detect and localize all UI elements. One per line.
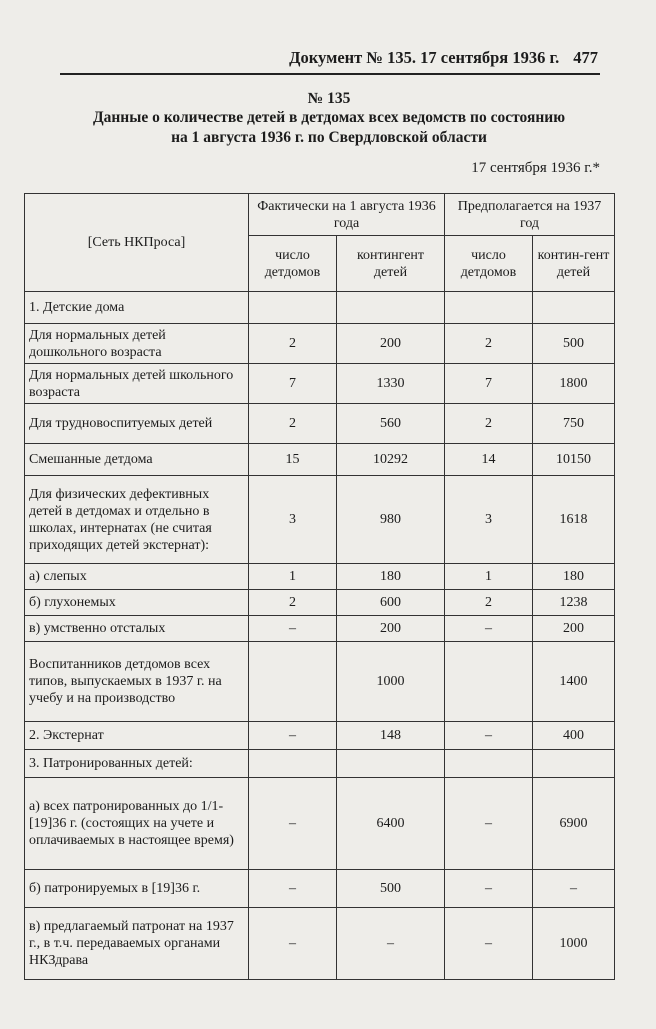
table-row (25, 590, 615, 616)
row-label: в) умственно отсталых (25, 616, 249, 642)
cell-homes-count: 3 (249, 476, 337, 564)
cell-children-count: 980 (337, 476, 445, 564)
table-row (25, 778, 615, 870)
cell-children-count-planned: 1400 (533, 642, 615, 722)
row-label: а) слепых (25, 564, 249, 590)
document-title-line-2: на 1 августа 1936 г. по Свердловской области (171, 129, 487, 146)
row-label: в) предлагаемый патронат на 1937 г., в т.ч. передаваемых органами НКЗдрава (25, 908, 249, 980)
row-label: Для нормальных детей школьного возраста (25, 364, 249, 404)
table-row (25, 870, 615, 908)
row-label: б) глухонемых (25, 590, 249, 616)
cell-homes-count-planned: 2 (445, 324, 533, 364)
cell-homes-count: 15 (249, 444, 337, 476)
row-label: 3. Патронированных детей: (25, 750, 249, 778)
cell-homes-count: 7 (249, 364, 337, 404)
running-title: Документ № 135. 17 сентября 1936 г. (289, 48, 560, 67)
cell-homes-count-planned (445, 750, 533, 778)
cell-children-count-planned: 400 (533, 722, 615, 750)
row-label: 2. Экстернат (25, 722, 249, 750)
cell-children-count (337, 750, 445, 778)
header-homes-count: число детдомов (249, 236, 337, 292)
cell-children-count-planned: 1238 (533, 590, 615, 616)
row-label: Для трудновоспитуемых детей (25, 404, 249, 444)
cell-homes-count-planned (445, 292, 533, 324)
cell-homes-count: 2 (249, 324, 337, 364)
cell-children-count: 600 (337, 590, 445, 616)
cell-children-count: 200 (337, 324, 445, 364)
cell-children-count-planned: 500 (533, 324, 615, 364)
cell-homes-count-planned: – (445, 870, 533, 908)
cell-homes-count-planned: 2 (445, 404, 533, 444)
row-label: Для физических дефективных детей в детдомах и отдельно в школах, интернатах (не считая приходящих детей экстернат): (25, 476, 249, 564)
cell-homes-count: 2 (249, 590, 337, 616)
cell-homes-count (249, 750, 337, 778)
cell-homes-count: – (249, 870, 337, 908)
cell-homes-count-planned: – (445, 778, 533, 870)
cell-children-count: 200 (337, 616, 445, 642)
document-date: 17 сентября 1936 г.* (471, 160, 600, 176)
table-row (25, 616, 615, 642)
cell-children-count-planned: 180 (533, 564, 615, 590)
page-number: 477 (573, 48, 598, 67)
cell-children-count: 10292 (337, 444, 445, 476)
cell-children-count-planned: 200 (533, 616, 615, 642)
header-children-count-planned: контин-гент детей (533, 236, 615, 292)
cell-homes-count (249, 642, 337, 722)
cell-children-count: – (337, 908, 445, 980)
cell-homes-count: – (249, 616, 337, 642)
data-table (24, 193, 615, 980)
table-row (25, 404, 615, 444)
header-planned: Предполагается на 1937 год (445, 194, 615, 236)
table-row (25, 750, 615, 778)
cell-children-count-planned: 1618 (533, 476, 615, 564)
cell-children-count: 1330 (337, 364, 445, 404)
header-actual: Фактически на 1 августа 1936 года (249, 194, 445, 236)
cell-homes-count-planned (445, 642, 533, 722)
row-label: Воспитанников детдомов всех типов, выпускаемых в 1937 г. на учебу и на производство (25, 642, 249, 722)
cell-homes-count-planned: 7 (445, 364, 533, 404)
table-row (25, 908, 615, 980)
cell-homes-count-planned: – (445, 908, 533, 980)
header-children-count: контингент детей (337, 236, 445, 292)
cell-homes-count-planned: 1 (445, 564, 533, 590)
cell-children-count-planned (533, 750, 615, 778)
cell-homes-count-planned: 3 (445, 476, 533, 564)
cell-children-count-planned: 750 (533, 404, 615, 444)
table-row (25, 642, 615, 722)
cell-homes-count-planned: 2 (445, 590, 533, 616)
cell-homes-count: 1 (249, 564, 337, 590)
cell-children-count: 560 (337, 404, 445, 444)
document-title-line-1: Данные о количестве детей в детдомах всех ведомств по состоянию (92, 109, 566, 126)
table-row (25, 324, 615, 364)
document-title (40, 108, 618, 148)
row-label: а) всех патронированных до 1/1-[19]36 г. (состоящих на учете и оплачиваемых в настоящее время) (25, 778, 249, 870)
table-row (25, 476, 615, 564)
cell-children-count: 148 (337, 722, 445, 750)
table-body (25, 292, 615, 980)
cell-homes-count (249, 292, 337, 324)
row-label: Для нормальных детей дошкольного возраста (25, 324, 249, 364)
cell-homes-count-planned: – (445, 722, 533, 750)
cell-children-count-planned: – (533, 870, 615, 908)
row-label: б) патронируемых в [19]36 г. (25, 870, 249, 908)
cell-children-count: 500 (337, 870, 445, 908)
cell-homes-count-planned: 14 (445, 444, 533, 476)
cell-children-count-planned: 10150 (533, 444, 615, 476)
table-row (25, 292, 615, 324)
header-homes-count-planned: число детдомов (445, 236, 533, 292)
cell-children-count-planned (533, 292, 615, 324)
cell-homes-count-planned: – (445, 616, 533, 642)
header-network: [Сеть НКПроса] (25, 194, 249, 292)
cell-children-count: 180 (337, 564, 445, 590)
cell-homes-count: – (249, 722, 337, 750)
cell-children-count-planned: 1000 (533, 908, 615, 980)
row-label: Смешанные детдома (25, 444, 249, 476)
cell-homes-count: – (249, 778, 337, 870)
table-row (25, 364, 615, 404)
cell-children-count: 6400 (337, 778, 445, 870)
table-row (25, 564, 615, 590)
cell-children-count-planned: 1800 (533, 364, 615, 404)
row-label: 1. Детские дома (25, 292, 249, 324)
cell-homes-count: 2 (249, 404, 337, 444)
running-header (60, 48, 598, 70)
cell-children-count: 1000 (337, 642, 445, 722)
cell-children-count (337, 292, 445, 324)
cell-children-count-planned: 6900 (533, 778, 615, 870)
table-row (25, 444, 615, 476)
cell-homes-count: – (249, 908, 337, 980)
header-rule (60, 73, 600, 75)
document-number: № 135 (307, 90, 351, 107)
table-row (25, 722, 615, 750)
